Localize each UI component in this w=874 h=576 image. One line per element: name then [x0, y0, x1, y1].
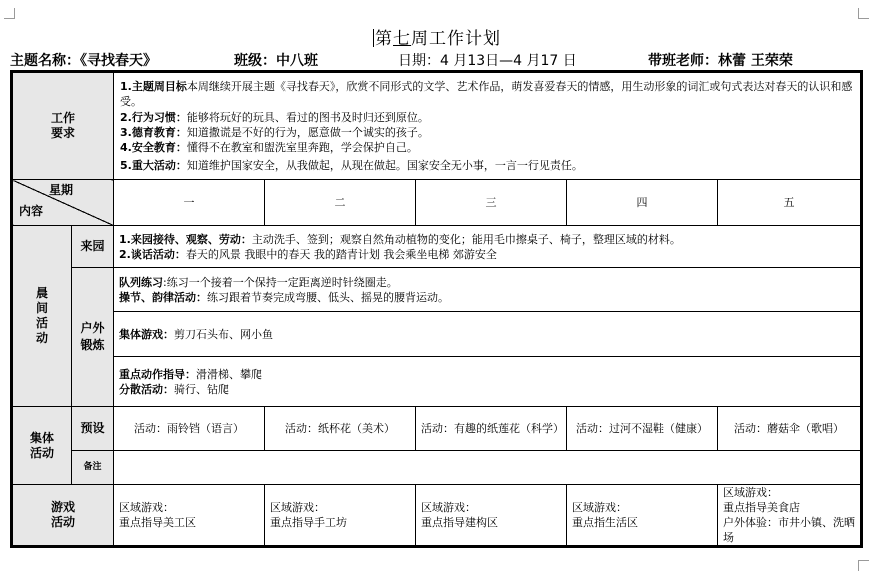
activity-cell: 活动：过河不湿鞋（健康）	[567, 407, 718, 451]
requirements-row	[12, 72, 862, 180]
queue-drill: 队列练习:练习一个接着一个保持一定距离逆时针绕圈走。	[119, 275, 398, 289]
notes-label: 备注	[72, 451, 114, 485]
day-header: 四	[567, 180, 718, 226]
teachers: 带班老师：林蕾 王荣荣	[648, 53, 793, 69]
diag-label-weekday: 星期	[49, 183, 74, 197]
rhythm-exercise: 操节、韵律活动：练习跟着节奏完成弯腰、低头、摇晃的腰背运动。	[119, 290, 450, 304]
requirement-item: 3.德育教育：知道撒谎是不好的行为，愿意做一个诚实的孩子。	[120, 126, 429, 139]
game-cell: 区域游戏： 重点指导手工坊	[265, 485, 416, 547]
outdoor-row-2	[12, 312, 862, 357]
group-activity-label: 集体 活动	[12, 407, 72, 485]
page-corner-mark	[858, 560, 869, 571]
focus-activities	[114, 357, 862, 407]
arrival-label: 来园	[72, 226, 114, 268]
arrival-line: 2.谈话活动：春天的风景 我眼中的春天 我的踏青计划 我会乘坐电梯 郊游安全	[119, 247, 497, 261]
activity-cell: 活动：雨铃铛（语言）	[114, 407, 265, 451]
game-cell: 区域游戏： 重点指生活区	[567, 485, 718, 547]
weekly-plan-table	[10, 70, 863, 548]
text-cursor	[373, 29, 374, 47]
requirement-item: 2.行为习惯：能够将玩好的玩具、看过的图书及时归还到原位。	[120, 111, 429, 124]
games-row	[12, 485, 862, 547]
group-game: 集体游戏：剪刀石头布、网小鱼	[114, 312, 862, 357]
page-corner-mark	[858, 8, 869, 19]
game-cell: 区域游戏： 重点指导美工区	[114, 485, 265, 547]
page-title	[0, 24, 874, 49]
morning-activities-label: 晨 间 活 动	[12, 226, 72, 407]
day-header: 二	[265, 180, 416, 226]
requirements-label: 工作 要求	[12, 72, 114, 180]
requirements-content	[114, 72, 862, 180]
day-header: 五	[718, 180, 862, 226]
outdoor-label: 户外 锻炼	[72, 268, 114, 407]
outdoor-row-1	[12, 268, 862, 312]
weekday-corner-cell	[12, 180, 114, 226]
arrival-content	[114, 226, 862, 268]
notes-row	[12, 451, 862, 485]
activity-cell: 活动：纸杯花（美术）	[265, 407, 416, 451]
week-number: 七	[393, 29, 411, 49]
title-suffix: 周工作计划	[411, 29, 501, 49]
arrival-line: 1.来园接待、观察、劳动：主动洗手、签到；观察自然角动植物的变化；能用毛巾擦桌子、椅子，整理区域的材料。	[119, 232, 681, 246]
date-range: 日期：4 月13日—4 月17 日	[398, 53, 577, 69]
preset-label: 预设	[72, 407, 114, 451]
day-header: 三	[416, 180, 567, 226]
diag-label-content: 内容	[19, 204, 44, 218]
requirement-item: 5.重大活动：知道维护国家安全，从我做起，从现在做起。国家安全无小事，一言一行见责任。	[120, 159, 583, 172]
requirement-item: 4.安全教育：懂得不在教室和盥洗室里奔跑，学会保护自己。	[120, 141, 418, 154]
title-prefix: 第	[375, 29, 393, 49]
focus-guidance: 重点动作指导：滑滑梯、攀爬	[119, 367, 263, 381]
requirement-item: 1.主题周目标本周继续开展主题《寻找春天》，欣赏不同形式的文学、艺术作品，萌发喜爱春天的情感，用生动形象的词汇或句式表达对春天的认识和感受。	[120, 80, 853, 108]
class-name: 班级：中八班	[234, 53, 318, 69]
activity-cell: 活动：有趣的纸莲花（科学）	[416, 407, 567, 451]
game-cell: 区域游戏： 重点指导建构区	[416, 485, 567, 547]
activity-cell: 活动：蘑菇伞（歌唱）	[718, 407, 862, 451]
group-activity-row	[12, 407, 862, 451]
games-label: 游戏 活动	[12, 485, 114, 547]
weekday-header-row	[12, 180, 862, 226]
theme-name: 主题名称：《寻找春天》	[10, 53, 157, 69]
notes-content	[114, 451, 862, 485]
day-header: 一	[114, 180, 265, 226]
page-corner-mark	[4, 8, 15, 19]
game-cell: 区域游戏： 重点指导美食店 户外体验：市井小镇、洗晒场	[718, 485, 862, 547]
free-activity: 分散活动：骑行、钻爬	[119, 382, 230, 396]
outdoor-row-3	[12, 357, 862, 407]
outdoor-drills	[114, 268, 862, 312]
arrival-row	[12, 226, 862, 268]
